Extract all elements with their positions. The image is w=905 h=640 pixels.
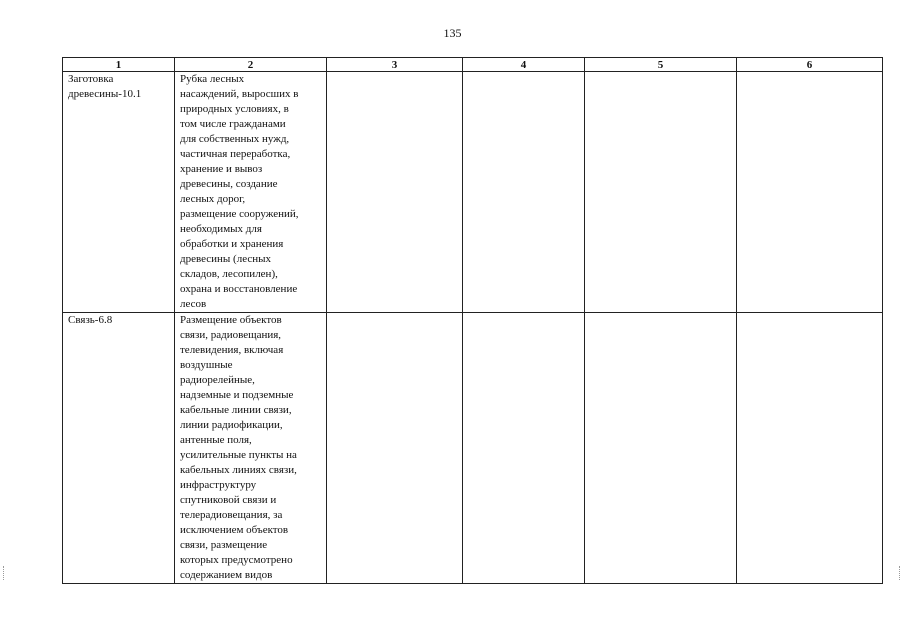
table-cell-col3 bbox=[327, 313, 463, 584]
use-type-name-cell bbox=[63, 313, 175, 584]
table-cell-col4 bbox=[463, 313, 585, 584]
description-line: размещение сооружений, bbox=[180, 208, 299, 220]
description-line: исключением объектов bbox=[180, 524, 289, 536]
description-line: том числе гражданами bbox=[180, 118, 286, 130]
left-scan-mark bbox=[3, 566, 6, 580]
description-line: связи, радиовещания, bbox=[180, 329, 282, 341]
table-cell-col6 bbox=[737, 72, 883, 313]
description-line: инфраструктуру bbox=[180, 479, 257, 491]
description-line: телевидения, включая bbox=[180, 344, 284, 356]
use-type-name-cell bbox=[63, 72, 175, 313]
description-line: природных условиях, в bbox=[180, 103, 289, 115]
description-line: древесины (лесных bbox=[180, 253, 272, 265]
description-line: кабельных линиях связи, bbox=[180, 464, 297, 476]
table-row bbox=[63, 313, 883, 584]
description-line: телерадиовещания, за bbox=[180, 509, 283, 521]
table-row bbox=[63, 72, 883, 313]
use-type-name-line: древесины-10.1 bbox=[68, 88, 142, 100]
table-header-row bbox=[63, 58, 883, 72]
description-line: кабельные линии связи, bbox=[180, 404, 292, 416]
description-line: хранение и вывоз bbox=[180, 163, 263, 175]
description-line: антенные поля, bbox=[180, 434, 252, 446]
description-line: Рубка лесных bbox=[180, 73, 245, 85]
table-cell-col4 bbox=[463, 72, 585, 313]
description-line: радиорелейные, bbox=[180, 374, 255, 386]
description-line: древесины, создание bbox=[180, 178, 278, 190]
description-line: линии радиофикации, bbox=[180, 419, 283, 431]
use-type-description-cell bbox=[175, 72, 327, 313]
use-type-name-line: Связь-6.8 bbox=[68, 314, 113, 326]
column-header-2: 2 bbox=[175, 58, 327, 72]
description-line: необходимых для bbox=[180, 223, 262, 235]
column-header-3: 3 bbox=[327, 58, 463, 72]
description-line: лесов bbox=[180, 298, 207, 310]
description-line: насаждений, выросших в bbox=[180, 88, 299, 100]
description-line: лесных дорог, bbox=[180, 193, 246, 205]
description-line: обработки и хранения bbox=[180, 238, 284, 250]
table-cell-col3 bbox=[327, 72, 463, 313]
table-cell-col5 bbox=[585, 313, 737, 584]
description-line: частичная переработка, bbox=[180, 148, 291, 160]
column-header-6: 6 bbox=[737, 58, 883, 72]
column-header-1: 1 bbox=[63, 58, 175, 72]
use-type-description-cell bbox=[175, 313, 327, 584]
use-type-name-line: Заготовка bbox=[68, 73, 114, 85]
description-line: содержанием видов bbox=[180, 569, 273, 581]
description-line: связи, размещение bbox=[180, 539, 268, 551]
description-line: надземные и подземные bbox=[180, 389, 294, 401]
right-scan-mark bbox=[899, 566, 902, 580]
description-line: складов, лесопилен), bbox=[180, 268, 278, 280]
page-number: 135 bbox=[443, 26, 462, 40]
description-line: усилительные пункты на bbox=[180, 449, 297, 461]
description-line: которых предусмотрено bbox=[180, 554, 293, 566]
description-line: охрана и восстановление bbox=[180, 283, 298, 295]
column-header-4: 4 bbox=[463, 58, 585, 72]
zoning-table bbox=[62, 57, 883, 584]
column-header-5: 5 bbox=[585, 58, 737, 72]
table-cell-col5 bbox=[585, 72, 737, 313]
description-line: Размещение объектов bbox=[180, 314, 282, 326]
description-line: спутниковой связи и bbox=[180, 494, 277, 506]
description-line: для собственных нужд, bbox=[180, 133, 290, 145]
table-cell-col6 bbox=[737, 313, 883, 584]
description-line: воздушные bbox=[180, 359, 233, 371]
